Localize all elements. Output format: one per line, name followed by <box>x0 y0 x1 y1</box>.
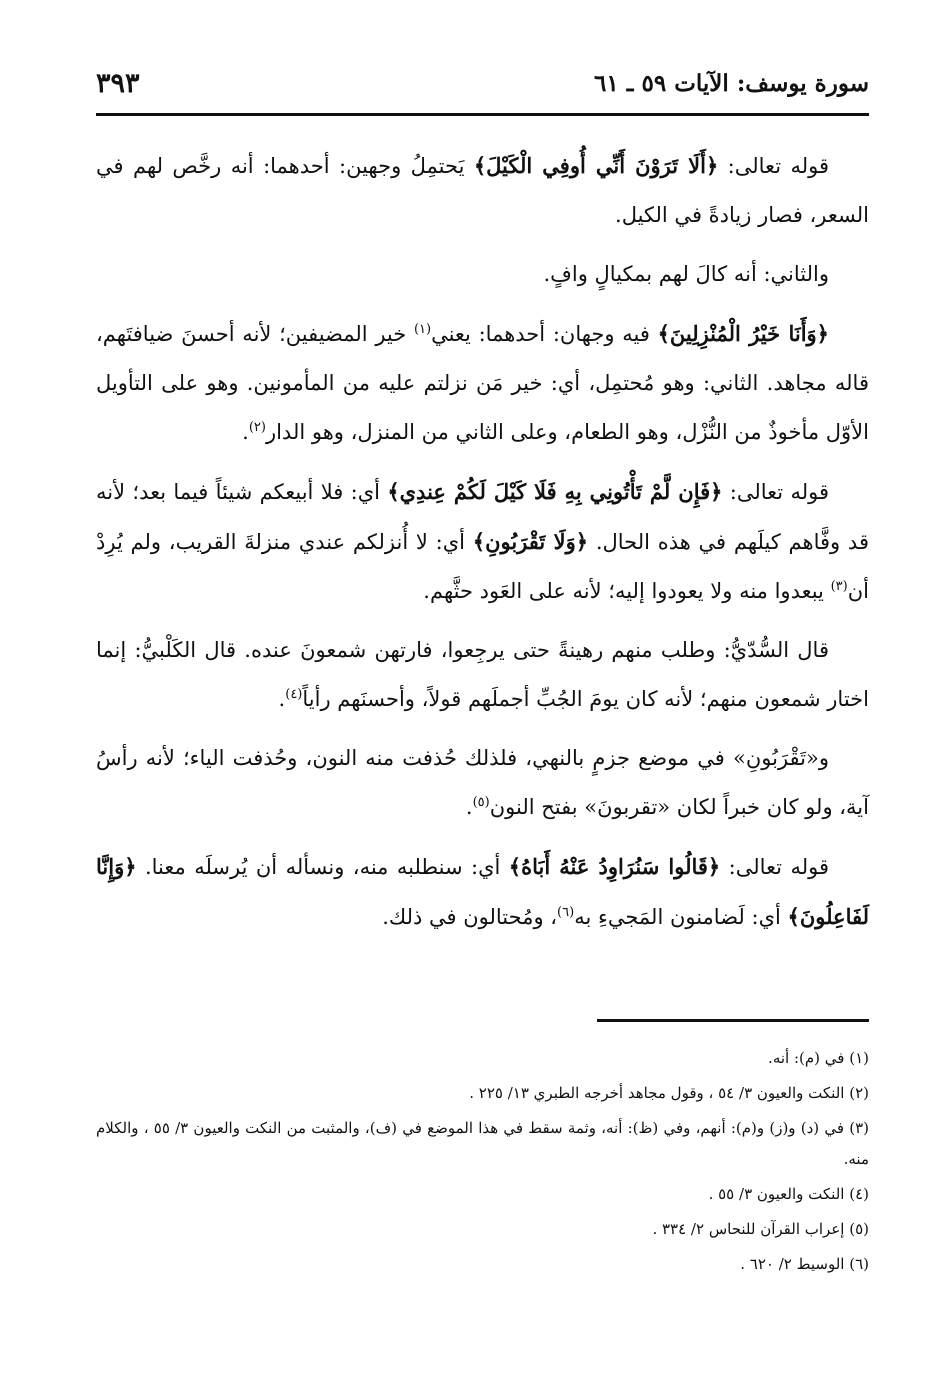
page-header <box>96 70 869 112</box>
paragraph-5 <box>96 626 869 724</box>
paragraph-text: أي: لَضامنون المَجيءِ به <box>574 905 788 929</box>
quran-verse: ﴿قَالُوا سَنُرَاوِدُ عَنْهُ أَبَاهُ﴾ <box>508 854 721 879</box>
paragraph-text: والثاني: أنه كالَ لهم بمكيالٍ وافٍ. <box>543 262 829 286</box>
paragraph-text: . <box>465 795 473 819</box>
paragraph-text: أي: سنطلبه منه، ونسأله أن يُرسلَه معنا. <box>136 855 509 879</box>
paragraph-4 <box>96 467 869 616</box>
footnote-3: (٣) في (د) و(ز) و(م): أنهم، وفي (ظ): أنه، وثمة سقط في هذا الموضع في (ف)، والمثبت من النكت والعيون ٣/ ٥٥ ، والكلام منه. <box>96 1119 869 1168</box>
paragraph-text: قوله تعالى: <box>720 855 829 879</box>
page-number: ٣٩٣ <box>96 68 140 99</box>
footnote-4: (٤) النكت والعيون ٣/ ٥٥ . <box>708 1185 869 1203</box>
paragraph-2 <box>96 250 869 299</box>
paragraph-text: يبعدوا منه ولا يعودوا إليه؛ لأنه على العَود حثَّهم. <box>423 579 831 603</box>
quran-verse: ﴿وَأَنَا خَيْرُ الْمُنْزِلِينَ﴾ <box>657 321 829 346</box>
footnote-2: (٢) النكت والعيون ٣/ ٥٤ ، وقول مجاهد أخرجه الطبري ١٣/ ٢٢٥ . <box>469 1084 869 1102</box>
paragraph-text: ، ومُحتالون في ذلك. <box>382 905 558 929</box>
footnote-separator <box>597 1019 869 1022</box>
paragraph-text: قوله تعالى: <box>722 480 829 504</box>
footnote-reference: (١) <box>413 322 432 337</box>
footnote-5: (٥) إعراب القرآن للنحاس ٢/ ٣٣٤ . <box>652 1220 869 1238</box>
paragraph-3 <box>96 309 869 457</box>
paragraph-text: قال السُّدّيُّ: وطلب منهم رهينةً حتى يرجِعوا، فارتهن شمعونَ عنده. قال الكَلْبيُّ: إنما اختار شمعون منهم؛ لأنه كان يومَ الجُبِّ أجملَهم قولاً، وأحسنَهم رأياً <box>96 638 869 711</box>
paragraph-text: و«تَقْرَبُونِ» في موضع جزمٍ بالنهي، فلذلك حُذفت منه النون، وحُذفت الياء؛ لأنه رأسُ آية، ولو كان خبراً لكان «تقربونَ» بفتح النون <box>96 746 869 819</box>
footnote-reference: (٤) <box>285 687 303 702</box>
quran-verse: ﴿وَلَا تَقْرَبُونِ﴾ <box>472 529 589 554</box>
paragraph-text: قوله تعالى: <box>718 154 830 178</box>
paragraph-text: خير المضيفين؛ لأنه أحسنَ ضيافتَهم، قاله مجاهد. الثاني: وهو مُحتمِل، أي: خير مَن نزلتم عليه من المأمونين. وهو على التأويل الأوّل مأخوذٌ من النُّزْل، وهو الطعام، وعلى الثاني من المنزل، وهو الدار <box>96 322 869 444</box>
paragraph-text: يَحتمِلُ وجهين: أحدهما: أنه رخَّص لهم في السعر، فصار زيادةً في الكيل. <box>96 154 869 227</box>
footnote-reference: (٥) <box>472 795 490 810</box>
footnote-reference: (٣) <box>830 579 848 594</box>
header-rule <box>96 113 869 116</box>
paragraph-text: أي: لا أُنزلكم عندي منزلةَ القريب، ولم يُرِدْ أن <box>96 530 869 603</box>
running-title: سورة يوسف: الآيات ٥٩ ـ ٦١ <box>594 70 869 97</box>
quran-verse: ﴿فَإِن لَّمْ تَأْتُونِي بِهِ فَلَا كَيْلَ لَكُمْ عِندِي﴾ <box>387 479 723 504</box>
quran-verse: ﴿أَلَا تَرَوْنَ أَنِّي أُوفِي الْكَيْلَ﴾ <box>473 153 719 178</box>
paragraph-7 <box>96 842 869 942</box>
paragraph-6 <box>96 734 869 832</box>
quran-verse: ﴿وَإِنَّا لَفَاعِلُونَ﴾ <box>96 854 869 929</box>
paragraph-1 <box>96 141 869 240</box>
paragraph-text: . <box>242 420 249 444</box>
footnote-1: (١) في (م): أنه. <box>768 1049 869 1067</box>
footnotes <box>96 1043 869 1284</box>
footnote-6: (٦) الوسيط ٢/ ٦٢٠ . <box>740 1255 869 1273</box>
paragraph-text: أي: فلا أبيعكم شيئاً فيما بعد؛ لأنه قد وفَّاهم كيلَهم في هذه الحال. <box>96 480 869 554</box>
paragraph-text: . <box>278 687 286 711</box>
footnote-reference: (٦) <box>557 905 575 920</box>
footnote-reference: (٢) <box>248 420 266 435</box>
main-text <box>96 141 869 952</box>
paragraph-text: فيه وجهان: أحدهما: يعني <box>431 322 658 346</box>
